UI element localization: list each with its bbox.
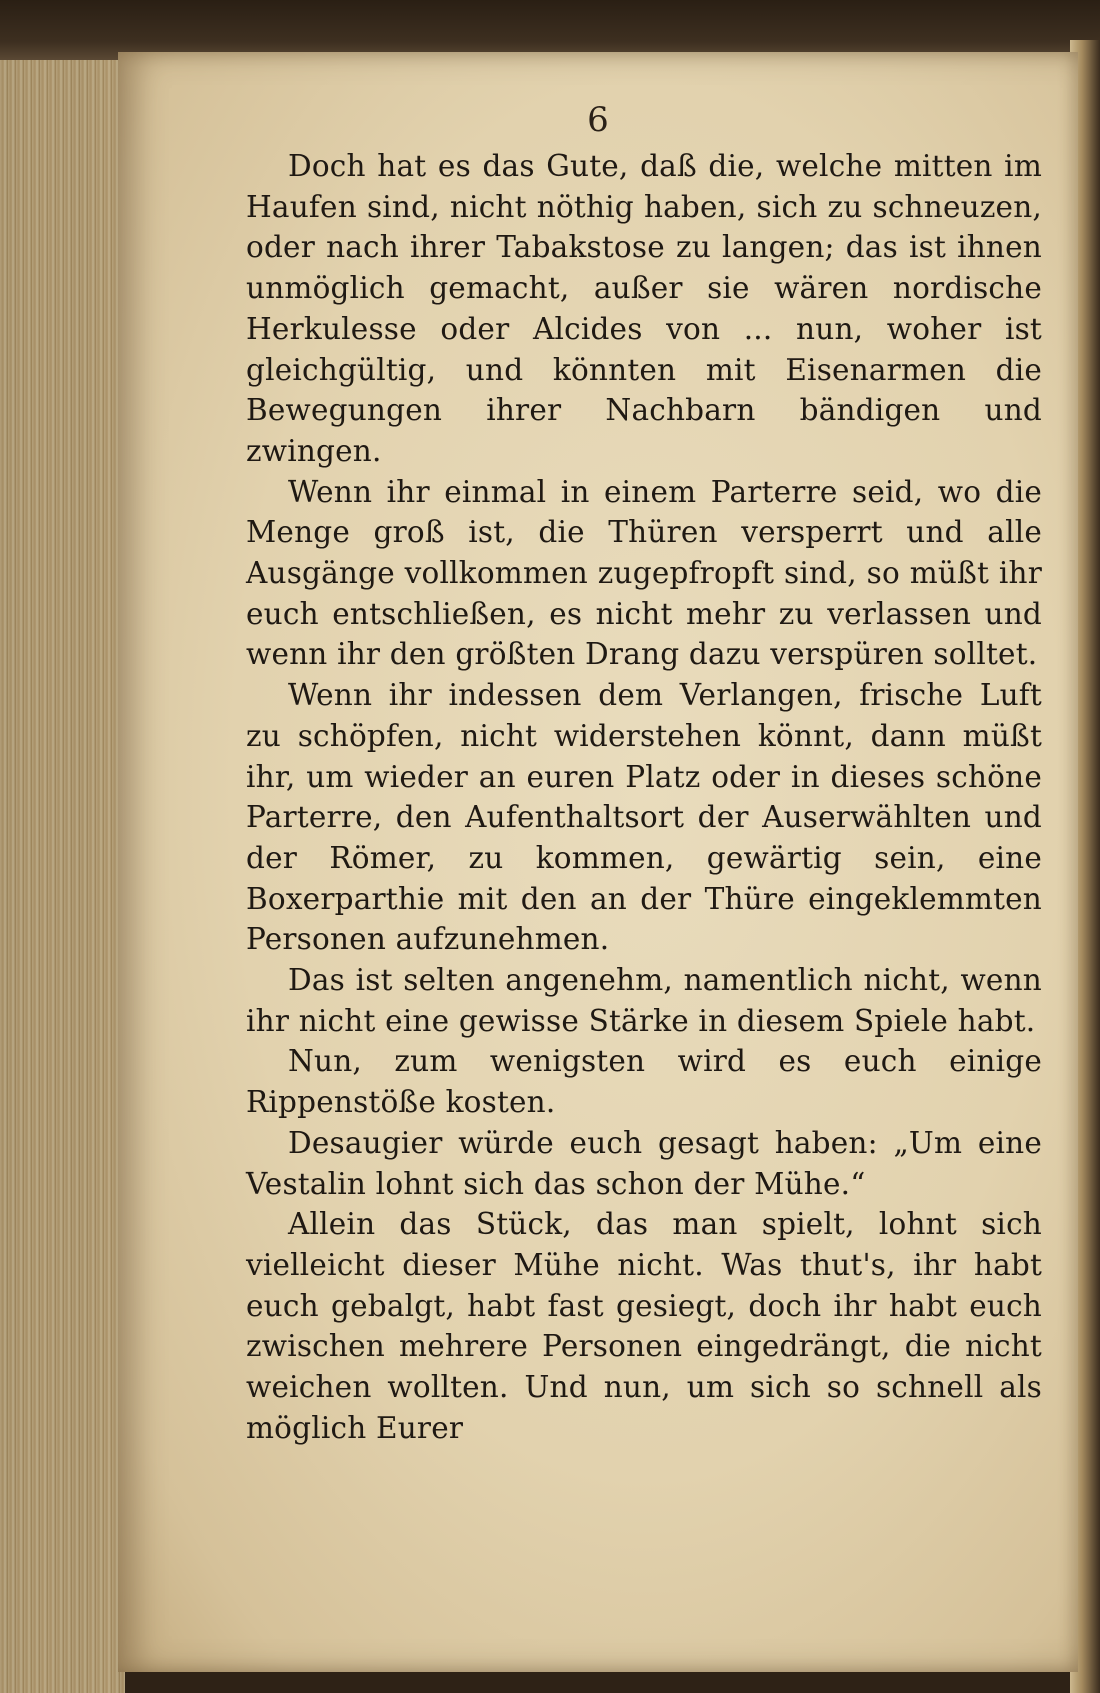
paragraph-5: Nun, zum wenigsten wird es euch einige Rippenstöße kosten. [246, 1044, 1042, 1120]
paragraph-3: Wenn ihr indessen dem Verlangen, frische Luft zu schöpfen, nicht widerstehen könnt, dann müßt ihr, um wieder an euren Platz oder in dieses schöne Parterre, den Aufenthaltsort der Auserwählten und der Römer, zu kommen, gewärtig sein, eine Boxerparthie mit den an der Thüre eingeklemmten Personen aufzunehmen. [246, 678, 1042, 957]
book-page [118, 52, 1078, 1672]
paragraph-4: Das ist selten angenehm, namentlich nicht, wenn ihr nicht eine gewisse Stärke in diesem Spiele habt. [246, 963, 1042, 1038]
page-edges-left [0, 60, 125, 1693]
paragraph-6: Desaugier würde euch gesagt haben: „Um eine Vestalin lohnt sich das schon der Mühe.“ [246, 1125, 1042, 1201]
page-body [246, 146, 1042, 1449]
page-number: 6 [587, 100, 609, 140]
book-top-edge [0, 0, 1100, 60]
paragraph-7: Allein das Stück, das man spielt, lohnt sich vielleicht dieser Mühe nicht. Was thut's, ihr habt euch gebalgt, habt fast gesiegt, doch ihr habt euch zwischen mehrere Personen eingedrängt, die nicht weichen wollten. Und nun, um sich so schnell als möglich Eurer [246, 1207, 1042, 1445]
paragraph-1: Doch hat es das Gute, daß die, welche mitten im Haufen sind, nicht nöthig haben, sich zu schneuzen, oder nach ihrer Tabakstose zu langen; das ist ihnen unmöglich gemacht, außer sie wären nordische Herkulesse oder Alcides von ... nun, woher ist gleichgültig, und könnten mit Eisenarmen die Bewegungen ihrer Nachbarn bändigen und zwingen. [246, 149, 1042, 468]
paragraph-2: Wenn ihr einmal in einem Parterre seid, wo die Menge groß ist, die Thüren versperrt und alle Ausgänge vollkommen zugepfropft sind, so müßt ihr euch entschließen, es nicht mehr zu verlassen und wenn ihr den größten Drang dazu verspüren solltet. [246, 474, 1042, 672]
